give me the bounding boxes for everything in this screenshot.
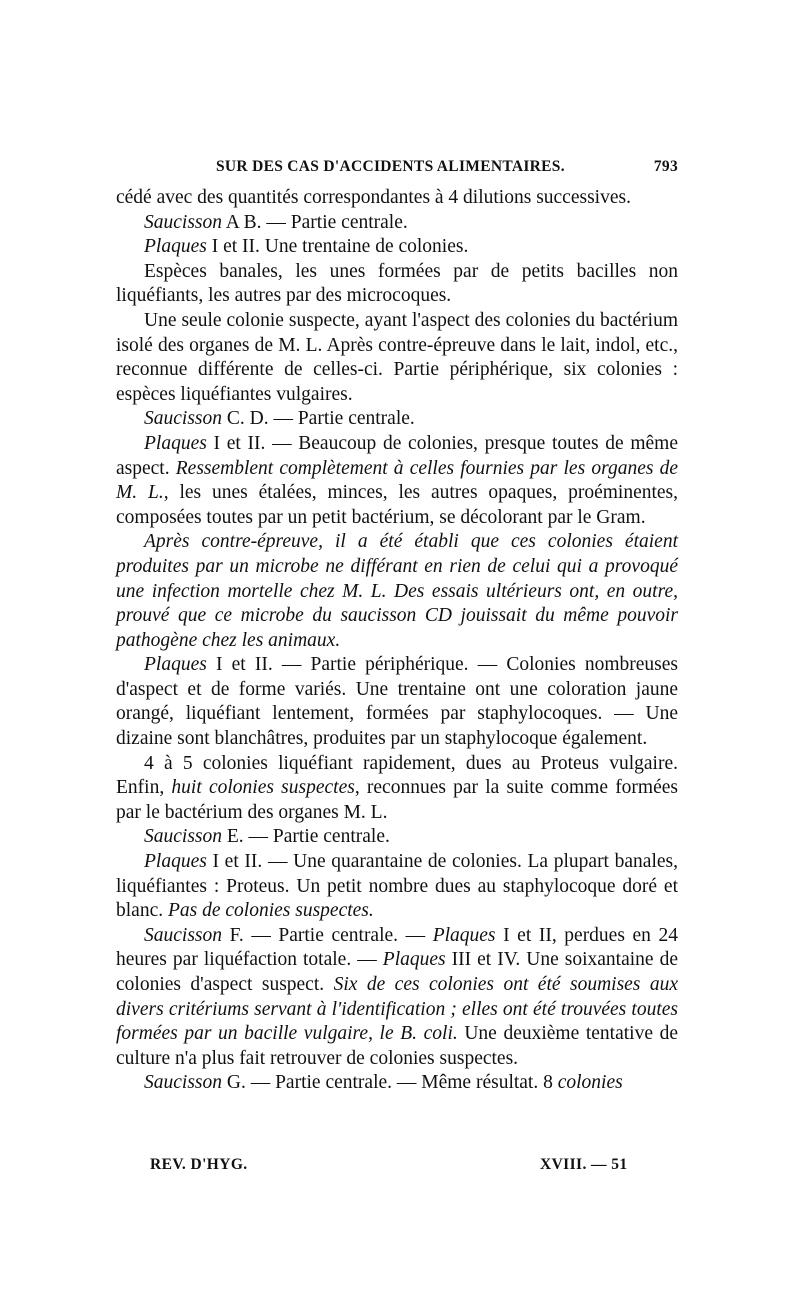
italic-text: Pas de colonies suspectes. — [167, 900, 374, 922]
paragraph — [116, 309, 678, 407]
page-footer — [150, 1156, 640, 1180]
paragraph — [116, 432, 678, 530]
italic-text: Plaques — [382, 949, 446, 971]
paragraph — [116, 407, 678, 432]
paragraph — [116, 530, 678, 653]
paragraph — [116, 260, 678, 309]
text-segment: I et II. — Une quarantaine de colonies. La plupart banales, liquéfiantes : Proteus. Un petit nombre dues au staphylocoque doré et blanc. — [116, 851, 678, 922]
text-segment: 4 à 5 colonies liquéfiant rapidement, dues au Proteus vulgaire. Enfin, — [116, 752, 678, 799]
journal-abbreviation: REV. D'HYG. — [150, 1156, 248, 1173]
text-segment: I et II. — Beaucoup de colonies, presque toutes de même aspect. — [116, 432, 678, 479]
italic-text: Saucisson — [144, 826, 222, 848]
italic-text: Plaques — [144, 851, 207, 873]
paragraph — [116, 850, 678, 924]
italic-text: Saucisson — [144, 408, 222, 430]
text-segment: G. — Partie centrale. — Même résultat. 8 — [222, 1072, 558, 1094]
text-segment: Espèces banales, les unes formées par de petits bacilles non liquéfiants, les autres par des microcoques. — [116, 260, 678, 307]
page-number: 793 — [653, 158, 678, 175]
text-segment: F. — Partie centrale. — — [222, 924, 433, 946]
paragraph — [116, 211, 678, 236]
italic-text: Plaques — [144, 654, 207, 676]
italic-text: Plaques — [432, 924, 496, 946]
italic-text: Après contre-épreuve, il a été établi que ces colonies étaient produites par un microbe ne différant en rien de celui qui a provoqué une infection mortelle chez M. L. Des essais ultérieurs ont, en outre, prouvé que ce microbe du saucisson CD jouissait du même pouvoir pathogène chez les animaux. — [116, 531, 678, 651]
text-segment: A B. — Partie centrale. — [222, 211, 408, 233]
text-segment: I et II. Une trentaine de colonies. — [206, 236, 469, 258]
italic-text: Plaques — [144, 236, 207, 258]
body-text — [116, 186, 678, 1096]
text-segment: cédé avec des quantités correspondantes à 4 dilutions successives. — [116, 187, 631, 208]
paragraph — [116, 924, 678, 1072]
text-segment: Une deuxième tentative de culture n'a plus fait retrouver de colonies suspectes. — [116, 1023, 678, 1069]
text-segment: C. D. — Partie centrale. — [222, 408, 415, 430]
text-segment: Une seule colonie suspecte, ayant l'aspect des colonies du bactérium isolé des organes de M. L. Après contre-épreuve dans le lait, indol, etc., reconnue différente de celles-ci. Partie périphérique, six colonies : espèces liquéfiantes vulgaires. — [116, 309, 678, 405]
text-segment: I et II. — Partie périphérique. — Colonies nombreuses d'aspect et de forme variés. Une trentaine ont une coloration jaune orangé, liquéfiant lentement, formées par staphylocoques. — Une dizaine sont blanchâtres, produites par un staphylocoque également. — [116, 654, 678, 750]
paragraph — [116, 653, 678, 751]
italic-text: Saucisson — [144, 924, 222, 946]
text-segment: , reconnues par la suite comme formées par le bactérium des organes M. L. — [116, 777, 678, 823]
volume-signature: XVIII. — 51 — [540, 1156, 628, 1173]
paragraph — [116, 235, 678, 260]
running-title: SUR DES CAS D'ACCIDENTS ALIMENTAIRES. — [216, 158, 565, 175]
italic-text: Plaques — [144, 432, 207, 454]
italic-text: Saucisson — [144, 1072, 222, 1094]
text-segment: I et II, perdues en 24 heures par liquéfaction totale. — — [116, 924, 678, 971]
italic-text: colonies — [557, 1072, 623, 1094]
text-segment: E. — Partie centrale. — [222, 826, 390, 848]
paragraph — [116, 825, 678, 850]
paragraph — [116, 1071, 678, 1096]
italic-text: Saucisson — [144, 211, 222, 233]
paragraph — [116, 752, 678, 826]
italic-text: Six de ces colonies ont été soumises aux divers critériums servant à l'identification ; elles ont été trouvées toutes formées par un bacille vulgaire, le B. coli. — [116, 974, 678, 1045]
italic-text: huit colonies suspectes — [171, 777, 355, 799]
paragraph — [116, 186, 678, 211]
text-segment: III et IV. Une soixantaine de colonies d'aspect suspect. — [116, 949, 678, 995]
italic-text: Ressemblent complètement à celles fournies par les organes de M. L. — [116, 457, 678, 504]
text-segment: , les unes étalées, minces, les autres opaques, proéminentes, composées toutes par un petit bactérium, se décolorant par le Gram. — [116, 482, 679, 528]
page-header — [116, 158, 678, 182]
